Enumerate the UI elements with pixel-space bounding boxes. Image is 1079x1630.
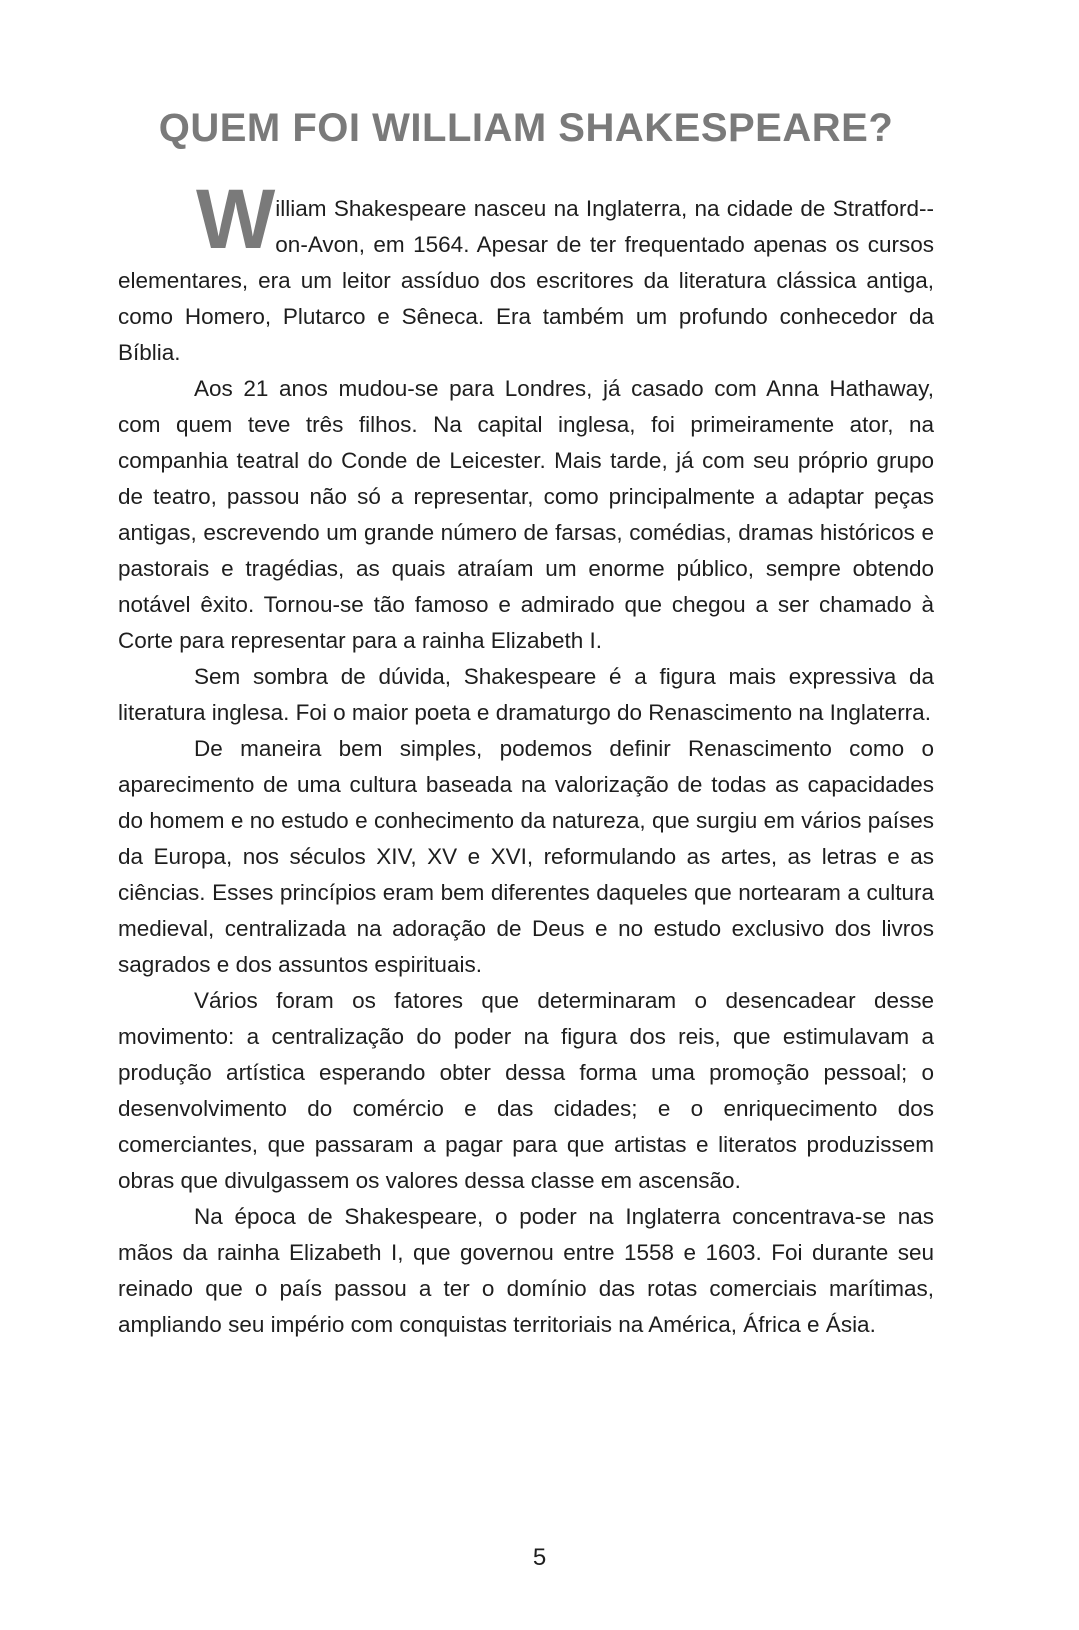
drop-cap: W [196,172,276,266]
paragraph-1 [118,172,934,371]
paragraph-4: De maneira bem simples, podemos definir Renascimento como o aparecimento de uma cultura baseada na valorização de todas as capacidades do homem e no estudo e conhecimento da natureza, que surgiu em vários países da Europa, nos séculos XIV, XV e XVI, reformulando as artes, as letras e as ciências. Esses princípios eram bem diferentes daqueles que nortearam a cultura medieval, centralizada na adoração de Deus e no estudo exclusivo dos livros sagrados e dos assuntos espirituais. [118,736,934,977]
page-number: 5 [532,1544,547,1571]
paragraph-1-text: illiam Shakespeare nasceu na Inglaterra, na cidade de Stratford--on-Avon, em 1564. Apesar de ter frequentado apenas os cursos elementares, era um leitor assíduo dos escritores da literatura clássica antiga, como Homero, Plutarco e Sêneca. Era também um profundo conhecedor da Bíblia. [118,196,934,365]
body-text [118,172,934,1343]
page-title: QUEM FOI WILLIAM SHAKESPEARE? [158,106,894,150]
paragraph-5: Vários foram os fatores que determinaram o desencadear desse movimento: a centralização do poder na figura dos reis, que estimulavam a produção artística esperando obter dessa forma uma promoção pessoal; o desenvolvimento do comércio e das cidades; e o enriquecimento dos comerciantes, que passaram a pagar para que artistas e literatos produzissem obras que divulgassem os valores dessa classe em ascensão. [118,988,934,1193]
paragraph-2: Aos 21 anos mudou-se para Londres, já casado com Anna Hathaway, com quem teve três filhos. Na capital inglesa, foi primeiramente ator, na companhia teatral do Conde de Leicester. Mais tarde, já com seu próprio grupo de teatro, passou não só a representar, como principalmente a adaptar peças antigas, escrevendo um grande número de farsas, comédias, dramas históricos e pastorais e tragédias, as quais atraíam um enorme público, sempre obtendo notável êxito. Tornou-se tão famoso e admirado que chegou a ser chamado à Corte para representar para a rainha Elizabeth I. [118,376,934,653]
paragraph-3: Sem sombra de dúvida, Shakespeare é a figura mais expressiva da literatura inglesa. Foi o maior poeta e dramaturgo do Renascimento na Inglaterra. [118,664,934,725]
paragraph-6: Na época de Shakespeare, o poder na Inglaterra concentrava-se nas mãos da rainha Elizabeth I, que governou entre 1558 e 1603. Foi durante seu reinado que o país passou a ter o domínio das rotas comerciais marítimas, ampliando seu império com conquistas territoriais na América, África e Ásia. [118,1204,934,1337]
